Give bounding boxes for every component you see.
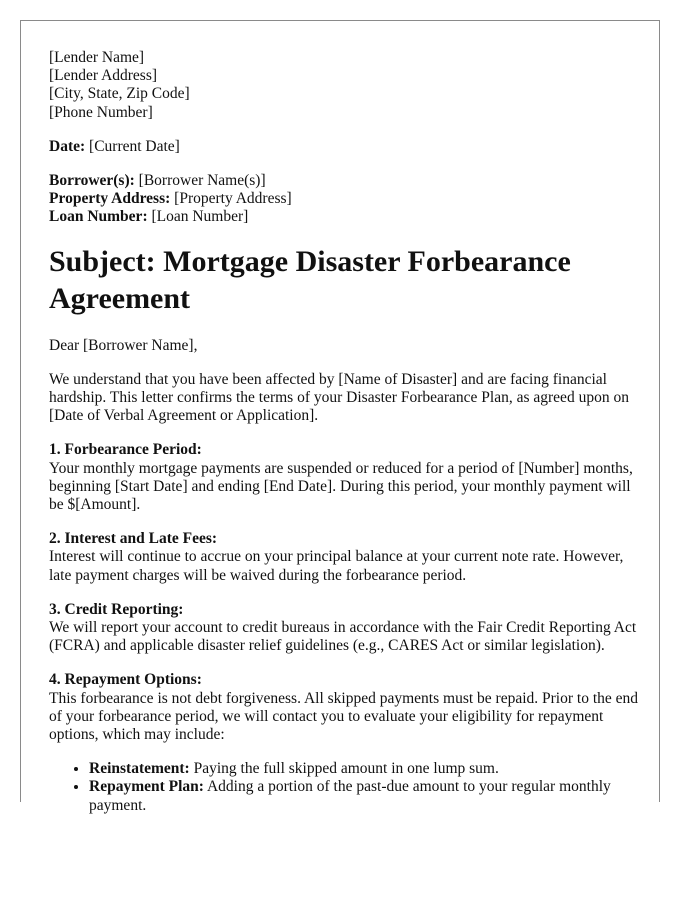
salutation: [49, 337, 639, 355]
borrowers-label: Borrower(s):: [49, 172, 135, 190]
letter-content: [49, 49, 639, 815]
borrower-info: [49, 172, 639, 227]
section-interest-late-fees: [49, 530, 639, 585]
list-item: [89, 760, 639, 778]
section-title: 3. Credit Reporting:: [49, 600, 184, 618]
option-label: Repayment Plan:: [89, 778, 204, 796]
intro-text: We understand that you have been affected by [Name of Disaster] and are facing financial hardship. This letter confirms the terms of your Disaster Forbearance Plan, as agreed upon on [Date of Verbal Agreement or Application].: [49, 370, 629, 425]
option-label: Reinstatement:: [89, 760, 190, 778]
lender-phone: [Phone Number]: [49, 103, 153, 121]
repayment-options-list: [49, 760, 639, 815]
subject-heading: Subject: Mortgage Disaster Forbearance Agreement: [49, 244, 571, 315]
section-repayment-options: [49, 671, 639, 744]
salutation-text: Dear [Borrower Name],: [49, 336, 198, 354]
lender-header: [49, 49, 639, 122]
option-text: Paying the full skipped amount in one lump sum.: [193, 760, 499, 778]
loan-label: Loan Number:: [49, 208, 148, 226]
lender-city-state-zip: [City, State, Zip Code]: [49, 85, 190, 103]
section-title: 1. Forbearance Period:: [49, 441, 202, 459]
section-body: Your monthly mortgage payments are suspended or reduced for a period of [Number] months, beginning [Start Date] and ending [End Date]. During this period, your monthly payment will be $[Amount].: [49, 459, 633, 514]
lender-address: [Lender Address]: [49, 67, 158, 85]
section-body: Interest will continue to accrue on your principal balance at your current note rate. However, late payment charges will be waived during the forbearance period.: [49, 548, 624, 584]
section-body: This forbearance is not debt forgiveness. All skipped payments must be repaid. Prior to the end of your forbearance period, we will contact you to evaluate your eligibility for repayment options, which may include:: [49, 689, 639, 744]
section-body: We will report your account to credit bureaus in accordance with the Fair Credit Reporting Act (FCRA) and applicable disaster relief guidelines (e.g., CARES Act or similar legislation).: [49, 619, 637, 655]
section-title: 4. Repayment Options:: [49, 671, 202, 689]
property-value: [Property Address]: [174, 190, 292, 208]
option-text: Adding a portion of the past-due amount to your regular monthly payment.: [89, 778, 611, 814]
letter-page: [20, 20, 660, 814]
date-line: [49, 138, 639, 156]
date-value: [Current Date]: [89, 137, 180, 155]
list-item: [89, 778, 639, 814]
lender-name: [Lender Name]: [49, 49, 145, 66]
section-forbearance-period: [49, 441, 639, 514]
borrowers-value: [Borrower Name(s)]: [138, 172, 266, 190]
loan-value: [Loan Number]: [151, 208, 249, 226]
date-label: Date:: [49, 137, 86, 155]
intro-paragraph: [49, 371, 639, 426]
section-credit-reporting: [49, 601, 639, 656]
property-label: Property Address:: [49, 190, 171, 208]
section-title: 2. Interest and Late Fees:: [49, 530, 218, 548]
